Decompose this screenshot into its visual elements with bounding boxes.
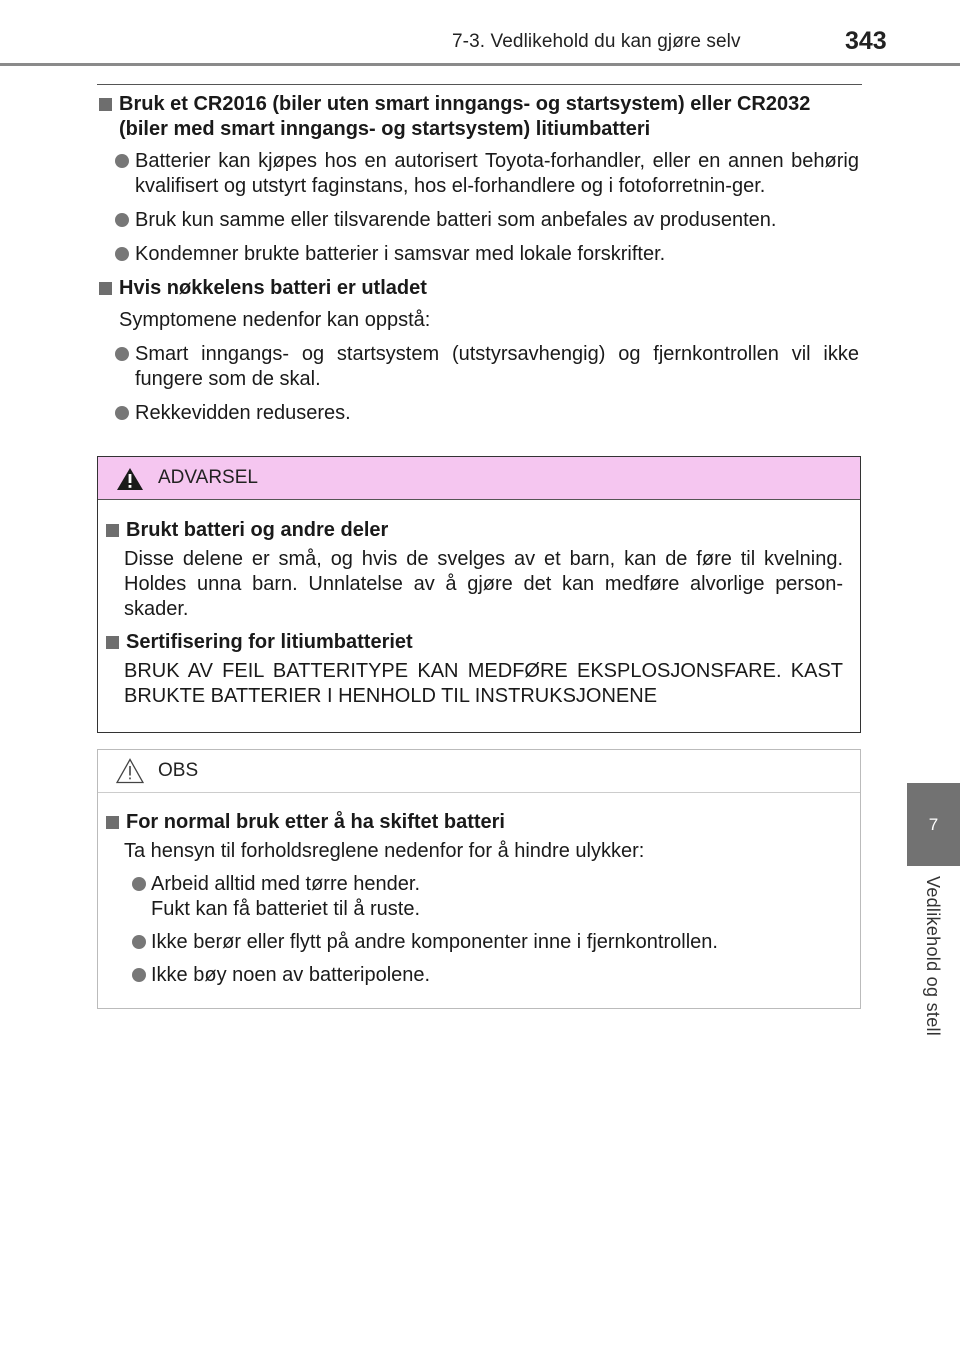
list-item [99,149,859,199]
notice-body [98,793,860,988]
heading-line: (biler med smart inngangs- og startsystem) litiumbatteri [119,118,651,140]
square-bullet-icon [99,282,112,295]
round-bullet-icon [132,968,146,982]
warning-header [98,457,860,500]
list-item [99,401,859,426]
heading-text: Sertifisering for litiumbatteriet [126,631,413,653]
round-bullet-icon [115,406,129,420]
section-heading-battery-type [99,92,859,142]
heading-text: Brukt batteri og andre deler [126,519,389,541]
notice-header [98,750,860,793]
chapter-label: Vedlikehold og stell [923,876,943,1037]
section-intro: Symptomene nedenfor kan oppstå: [119,309,431,331]
section-heading-discharged-battery [99,276,859,301]
running-header-title: 7-3. Vedlikehold du kan gjøre selv [452,31,741,52]
round-bullet-icon [115,154,129,168]
square-bullet-icon [106,636,119,649]
heading-text: Hvis nøkkelens batteri er utladet [119,277,427,299]
chapter-tab [907,783,960,866]
notice-intro: Ta hensyn til forholdsreglene nedenfor for å hindre ulykker: [124,840,645,862]
chapter-number: 7 [928,814,939,834]
list-item-text: Ikke berør eller flytt på andre komponenter inne i fjernkontrollen. [151,931,718,953]
list-item-text: Arbeid alltid med tørre hender. [151,873,421,895]
square-bullet-icon [99,98,112,111]
warning-label: ADVARSEL [158,467,258,488]
page-number: 343 [845,27,887,55]
warning-item-text: BRUK AV FEIL BATTERITYPE KAN MEDFØRE EKSPLOSJONSFARE. KAST BRUKTE BATTERIER I HENHOLD TIL INSTRUKSJONENE [124,660,843,707]
warning-item-text: Disse delene er små, og hvis de svelges av et barn, kan de føre til kvelning. Holdes unna barn. Unnlatelse av å gjøre det kan medføre alvorlige person-skader. [124,548,843,620]
square-bullet-icon [106,524,119,537]
list-item-text: Rekkevidden reduseres. [135,402,351,424]
list-item [99,242,859,267]
square-bullet-icon [106,816,119,829]
round-bullet-icon [132,877,146,891]
warning-item-heading [106,518,843,543]
notice-heading [106,810,843,835]
round-bullet-icon [132,935,146,949]
caution-triangle-icon [116,758,144,784]
list-item-text: Ikke bøy noen av batteripolene. [151,964,431,986]
notice-box [97,749,861,1009]
list-item-text: Fukt kan få batteriet til å ruste. [151,898,421,920]
warning-box [97,456,861,733]
list-item-text: Batterier kan kjøpes hos en autorisert Toyota-forhandler, eller en annen behørig kvalifisert og utstyrt faginstans, hos el-forhandlere og i fotoforretnin-ger. [135,150,859,197]
warning-item-heading [106,630,843,655]
heading-text: For normal bruk etter å ha skiftet batteri [126,811,505,833]
warning-body [98,500,860,709]
list-item-text: Smart inngangs- og startsystem (utstyrsavhengig) og fjernkontrollen vil ikke fungere som de skal. [135,343,859,390]
warning-triangle-icon [116,467,144,491]
notice-label: OBS [158,760,199,781]
list-item-text: Kondemner brukte batterier i samsvar med lokale forskrifter. [135,243,666,265]
list-item [99,342,859,392]
header-rule [0,63,960,66]
round-bullet-icon [115,247,129,261]
list-item [106,930,843,955]
round-bullet-icon [115,347,129,361]
list-item [106,872,843,922]
heading-line: Bruk et CR2016 (biler uten smart inngangs- og startsystem) eller CR2032 [119,93,811,115]
list-item-text: Bruk kun samme eller tilsvarende batteri som anbefales av produsenten. [135,209,777,231]
main-content [99,92,859,435]
content-top-rule [97,84,862,85]
list-item [99,208,859,233]
list-item [106,963,843,988]
round-bullet-icon [115,213,129,227]
